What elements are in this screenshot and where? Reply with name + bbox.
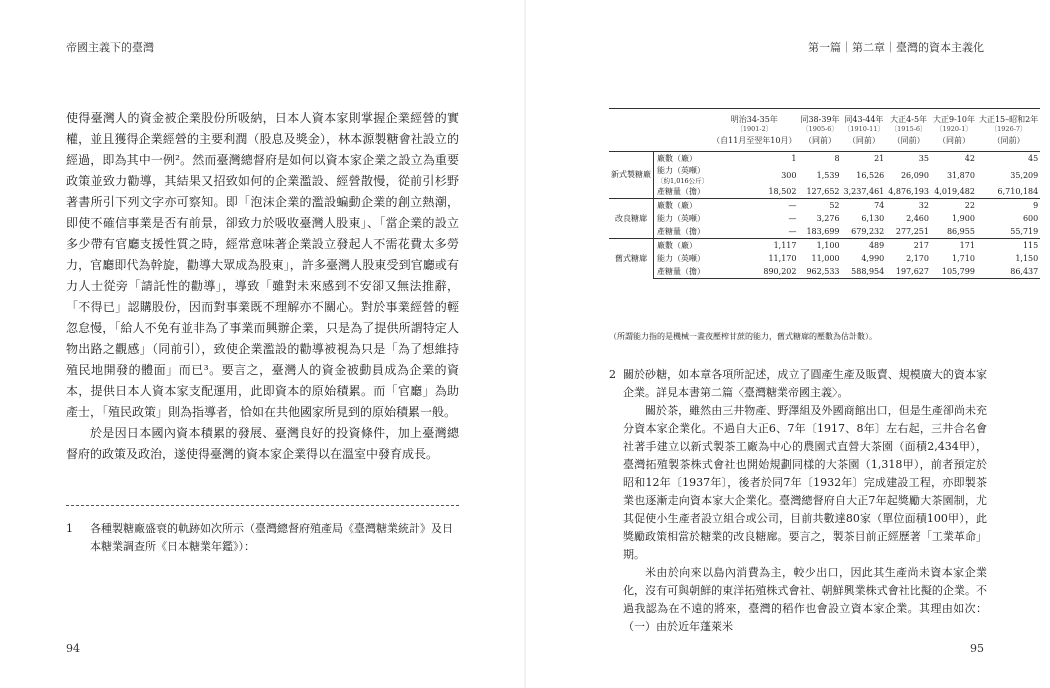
- col-header: 同43-44年 〔1910-11〕: [843, 115, 884, 133]
- main-text: [66, 108, 459, 465]
- table-row: 能力（英噸） 11,170 11,000 4,990 2,170 1,710 1,150: [609, 252, 1040, 265]
- footnote-2: [609, 366, 987, 636]
- footnote-divider: [66, 505, 459, 506]
- footnote-1: [66, 520, 459, 556]
- table-row: 新式製糖廠 廠數（廠） 1 8 21 35 42 45: [609, 152, 1040, 166]
- footnote-paragraph: 米由於向來以島內消費為主，較少出口，因此其生產尚未資本家企業化，沒有可與朝鮮的東洋拓殖株式會社、朝鮮興業株式會社比擬的企業。不過我認為在不遠的將來，臺灣的稻作也會設立資本家企業。其理由如次：（一）由於近年蓬萊米: [623, 566, 987, 633]
- col-header: 大正4-5年 〔1915-6〕: [890, 115, 928, 133]
- footnote-text: 各種製糖廠盛衰的軌跡如次所示（臺灣總督府殖產局《臺灣糖業統計》及日本糖業調查所《日本糖業年鑑》）：: [90, 522, 453, 553]
- table-note: （所謂能力指的是機械一晝夜壓榨甘蔗的能力，舊式糖廍的壓數為估計數）。: [609, 332, 877, 341]
- running-head-left: 帝國主義下的臺灣: [66, 41, 154, 54]
- col-header: 同38-39年 〔1905-6〕: [800, 115, 840, 133]
- page-number-right: 95: [970, 642, 984, 655]
- table-row: 改良糖廍 廠數（廠） — 52 74 32 22 9: [609, 199, 1040, 213]
- group-label: 舊式糖廍: [609, 239, 654, 279]
- table-period-row: （自11月至翌年10月） （同前） （同前） （同前） （同前） （同前）: [609, 134, 1040, 152]
- paragraph-2: 於是因日本國內資本積累的發展、臺灣良好的投資條件，加上臺灣總督府的政策及政治，遂使得臺灣的資本家企業得以在溫室中發育成長。: [66, 426, 459, 461]
- table-row: 產糖量（擔） — 183,699 679,232 277,251 86,955 55,719: [609, 225, 1040, 239]
- col-header: 大正15–昭和2年 〔1926-7〕: [978, 115, 1039, 133]
- table-row: 舊式糖廍 廠數（廠） 1,117 1,100 489 217 171 115: [609, 239, 1040, 253]
- table-row: 產糖量（擔） 18,502 127,652 3,237,461 4,876,193 4,019,482 6,710,184: [609, 185, 1040, 199]
- footnote-number: 1: [66, 522, 73, 535]
- footnote-paragraph: 關於砂糖，如本章各項所記述，成立了圓產生產及販賣、規模廣大的資本家企業。詳見本書第二篇〈臺灣糖業帝國主義〉。: [623, 368, 987, 399]
- table-row: 能力（英噸） 〔約1,016公斤〕 300 1,539 16,526 26,090 31,870 35,209: [609, 165, 1040, 185]
- page-number-left: 94: [66, 642, 80, 655]
- group-label: 改良糖廍: [609, 199, 654, 239]
- table-row: 產糖量（擔） 890,202 962,533 588,954 197,627 105,799 86,437: [609, 265, 1040, 279]
- paragraph-1: 使得臺灣人的資金被企業股份所吸納，日本人資本家則掌握企業經營的實權，並且獲得企業經營的主要利潤（股息及獎金），林本源製糖會社設立的經過，即為其中一例²。然而臺灣總督府是如何以資本家企業之設立為重要政策並致力勸導，其結果又招致如何的企業濫設、經營散慢，從前引杉野著書所引下列文字亦可察知。即「泡沫企業的濫設蝙動企業的創立熱潮，即使不確信事業是否有前景，卻致力於吸收臺灣人股東」、「當企業的設立多少帶有官廳支援性質之時，經常意味著企業設立發起人不需花費太多勞力，官廳即代為幹旋，勸導大眾成為股東」，許多臺灣人股東受到官廳或有力人士從旁「請託性的勸導」，導致「雖對未來感到不安卻又無法推辭，「不得已」認購股份，因而對事業既不理解亦不關心。對於事業經營的輕忽怠慢，「給人不免有並非為了事業而興辦企業，只是為了提供所謂特定人物出路之觀感」（同前引），致使企業濫設的勸導被視為只是「為了想維持殖民地開發的體面」而已³。要言之，臺灣人的資金被動員成為企業的資本，提供日本人資本家支配運用，此即資本的原始積累。而「官廳」為助產士，「殖民政策」則為指導者，恰如在共他國家所見到的原始積累一般。: [66, 111, 459, 419]
- sugar-mill-table: [609, 108, 1040, 279]
- footnote-number: 2: [609, 368, 616, 381]
- table-row: 能力（英噸） — 3,276 6,130 2,460 1,900 600: [609, 212, 1040, 225]
- col-header: 大正9-10年 〔1920-1〕: [932, 115, 975, 133]
- running-head-right: 第一篇｜第二章｜臺灣的資本主義化: [808, 41, 984, 54]
- table-header-row: [609, 109, 1040, 134]
- footnote-paragraph: 關於茶，雖然由三井物產、野澤組及外國商館出口，但是生產卻尚未充分資本家企業化。不過自大正6、7年〔1917、8年〕左右起，三井合名會社著手建立以新式製茶工廠為中心的農園式直營大茶園（面積2,434甲），臺灣拓殖製茶株式會社也開始規劃同樣的大茶園（1,318甲），前者預定於昭和12年〔1937年〕，後者於同7年〔1932年〕完成建設工程，亦即製茶業也逐漸走向資本家大企業化。臺灣總督府自大正7年起獎勵大茶園制，尤其促使小生產者設立組合或公司，目前共數達80家（單位面積100甲），此獎勵政策相當於糖業的改良糖廍。要言之，製茶目前正經歷著「工業革命」期。: [623, 404, 987, 561]
- group-label: 新式製糖廠: [611, 170, 651, 179]
- col-header: 明治34-35年 〔1901-2〕: [730, 115, 778, 133]
